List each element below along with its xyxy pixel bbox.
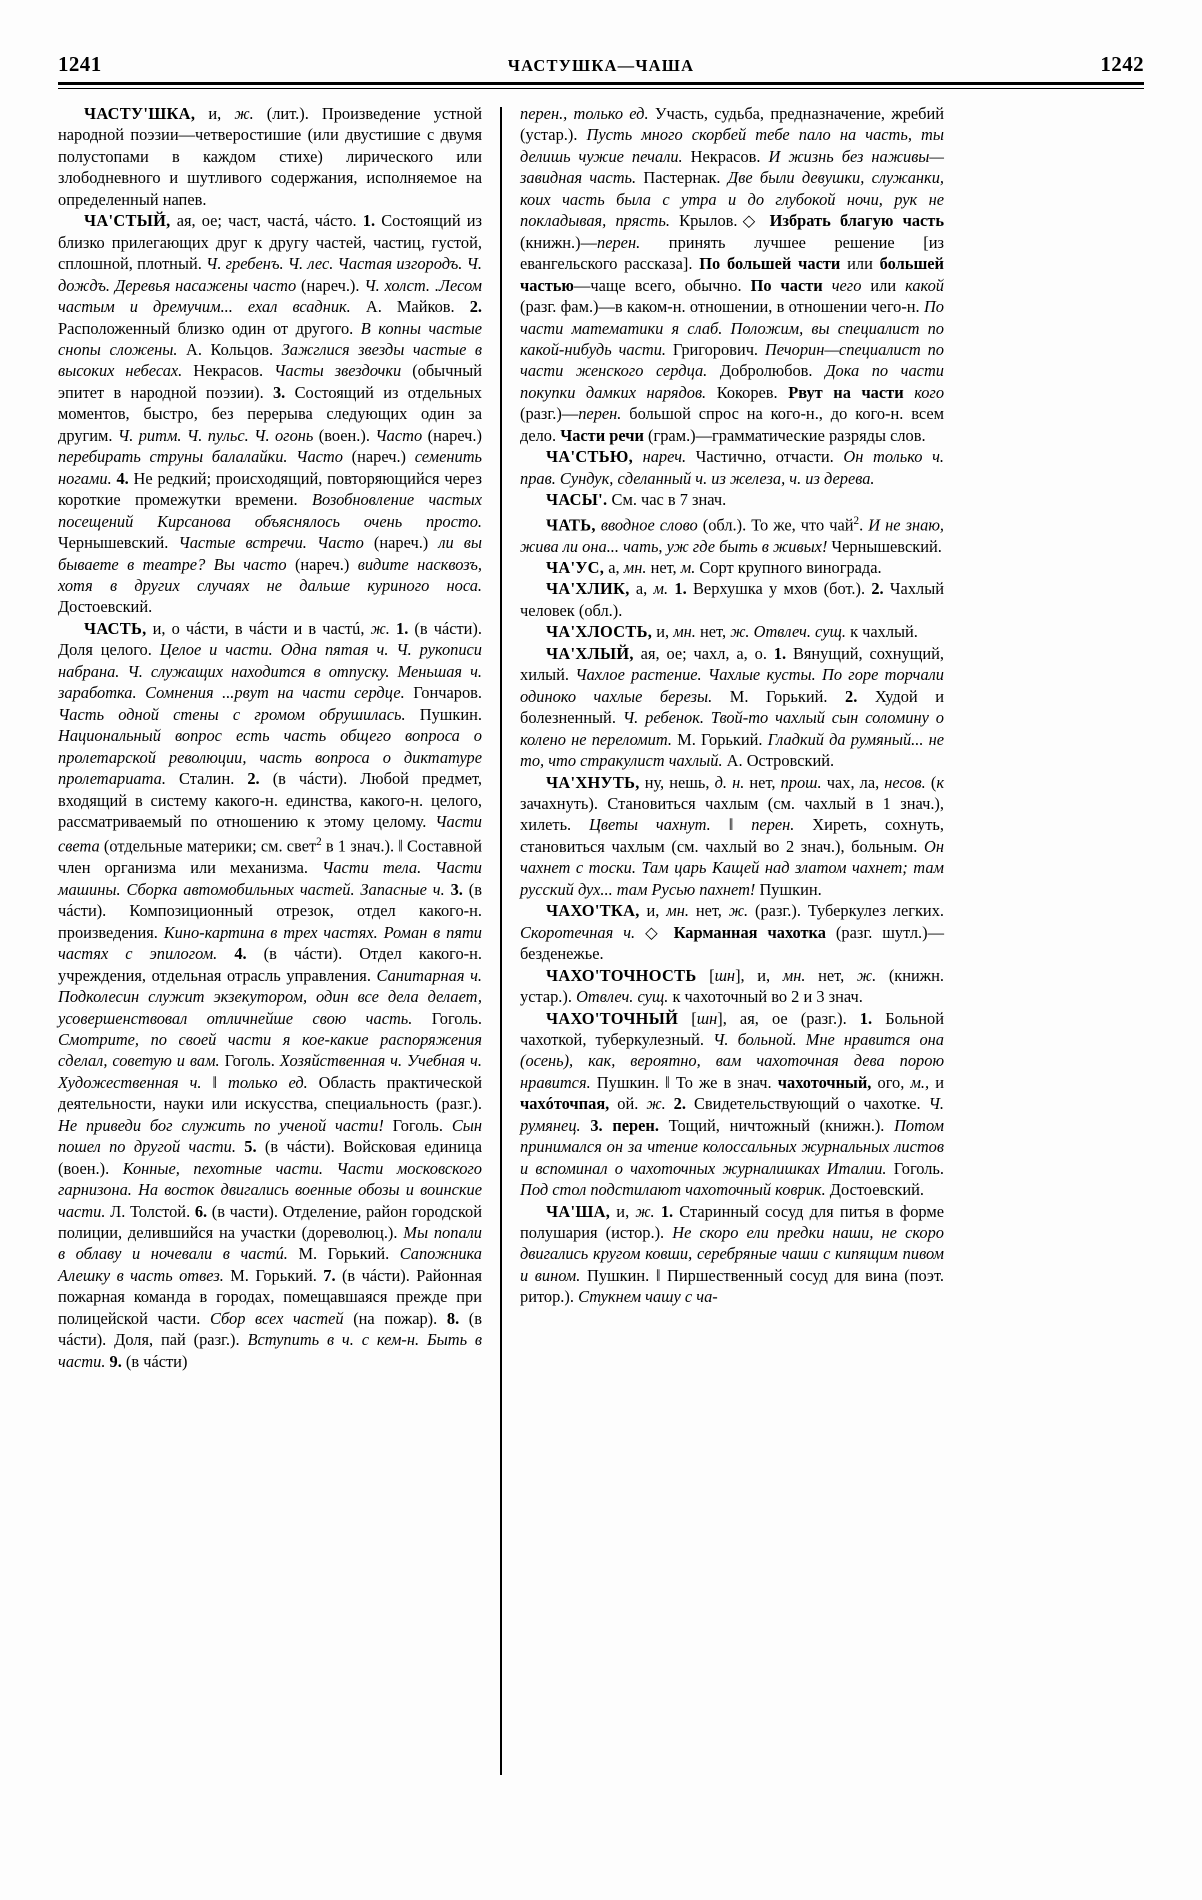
dictionary-entry: ЧА'ХНУТЬ, ну, нешь, д. н. нет, прош. чах, ла, несов. (к зачахнуть). Становиться чахлым (см. чахлый в 1 знач.), хилеть. Цветы чахнут. ǁ перен. Хиреть, сохнуть, становиться чахлым (см. чахлый во 2 знач.), больным. Он чахнет с тоски. Там царь Кащей над златом чахнет; там русский дух... там Русью пахнет! Пушкин. xyxy=(520,772,944,899)
dictionary-entry: ЧАХО'ТОЧНОСТЬ [шн], и, мн. нет, ж. (книжн. устар.). Отвлеч. сущ. к чахоточный во 2 и 3 знач. xyxy=(520,965,944,1007)
dictionary-entry: ЧАХО'ТОЧНЫЙ [шн], ая, ое (разг.). 1. Больной чахоткой, туберкулезный. Ч. больной. Мне нравится она (осень), как, вероятно, вам чахоточная дева порою нравится. Пушкин. ǁ То же в знач. чахоточный, ого, м., и чахóточпая, ой. ж. 2. Свидетельствующий о чахотке. Ч. румянец. 3. перен. Тощий, ничтожный (книжн.). Потом принимался он за чтение колоссальных журнальных листов и вспоминал о чахоточных журналишках Италии. Гоголь. Под стол подстилают чахоточный коврик. Достоевский. xyxy=(520,1008,945,1200)
dictionary-entry: ЧА'СТЫЙ, ая, ое; част, частá, чáсто. 1. Состоящий из близко прилегающих друг к другу частей, частиц, густой, сплошной, плотный. Ч. гребенъ. Ч. лес. Частая изгородъ. Ч. дождъ. Деревья насажены часто (нареч.). Ч. холст. .Лесом частым и дремучим... ехал всадник. А. Майков. 2. Расположенный близко один от другого. В копны частые снопы сложены. А. Кольцов. Зажглися звезды частые в высоких небесах. Некрасов. Часты звездочки (обычный эпитет в народной поэзии). 3. Состоящий из отдельных моментов, быстро, без перерыва следующих один за другим. Ч. ритм. Ч. пульс. Ч. огонь (воен.). Часто (нареч.) перебирать струны балалайки. Часто (нареч.) семенить ногами. 4. Не редкий; происходящий, повторяющийся через короткие промежутки времени. Возобновление частых посещений Кирсанова объяснялось очень просто. Чернышевский. Частые встречи. Часто (нареч.) ли вы бываете в театре? Вы часто (нареч.) видите насквозъ, хотя в других случаях не дальше куриного носа. Достоевский. xyxy=(58,211,483,617)
dictionary-entry: ЧАХО'ТКА, и, мн. нет, ж. (разг.). Туберкулез легких. Скоротечная ч. ◇ Карманная чахотка (разг. шутл.)—безденежье. xyxy=(520,901,944,964)
folio-right: 1242 xyxy=(1100,52,1144,76)
dictionary-entry: ЧА'ХЛЫЙ, ая, ое; чахл, а, о. 1. Вянущий, сохнущий, хилый. Чахлое растение. Чахлые кусты. По горе торчали одиноко чахлые березы. М. Горький. 2. Худой и болезненный. Ч. ребенок. Твой-то чахлый сын соломину о колено не переломит. М. Горький. Гладкий да румяный... не то, что стракулист чахлый. А. Островский. xyxy=(520,643,945,771)
entry-continuation: перен., только ед. Участь, судьба, предназначение, жребий (устар.). Пусть много скорбей тебе пало на часть, ты делишь чужие печали. Некрасов. И жизнь без наживы—завидная часть. Пастернак. Две были девушки, служанки, коих часть была с утра и до глубокой ночи, рук не покладывая, прясть. Крылов.◇ Избрать благую часть (книжн.)—перен. принять лучшее решение [из евангельского рассказа]. По большей части или большей частью—чаще всего, обычно. По части чего или какой (разг. фам.)—в каком-н. отношении, в отношении чего-н. По части математики я слаб. Положим, вы специалист по какой-нибудь части. Григорович. Печорин—специалист по части женского сердца. Добролюбов. Дока по части покупки дамких нарядов. Кокорев. Рвут на части кого (разг.)—перен. большой спрос на кого-н., до кого-н. всем дело. Части речи (грам.)—грамматические разряды слов. xyxy=(520,104,945,445)
dictionary-entry: ЧАСЫ'. См. час в 7 знач. xyxy=(546,490,727,510)
dictionary-entry: ЧАТЬ, вводное слово (обл.). То же, что чай$^2$. И не знаю, жива ли она... чать, уж где быть в живых! Чернышевский. xyxy=(520,514,944,556)
dictionary-entry: ЧА'УС, а, мн. нет, м. Сорт крупного винограда. xyxy=(546,557,882,577)
running-title: ЧАСТУШКА—ЧАША xyxy=(507,56,695,75)
dictionary-entry: ЧАСТУ'ШКА, и, ж. (лит.). Произведение устной народной поэзии—четверостишие (или двустишие с двумя полустопами в каждом стихе) лирического или злободневного и шутливого содержания, исполняемое на определенный напев. xyxy=(58,104,482,209)
column-gap xyxy=(482,103,520,1819)
folio-left: 1241 xyxy=(58,52,102,76)
left-column xyxy=(58,103,482,1819)
columns-container xyxy=(58,103,1144,1819)
column-divider xyxy=(500,107,502,1775)
running-head xyxy=(58,52,1144,77)
header-rule xyxy=(58,82,1144,89)
dictionary-entry: ЧА'ХЛОСТЬ, и, мн. нет, ж. Отвлеч. сущ. к чахлый. xyxy=(546,622,918,642)
dictionary-entry: ЧАСТЬ, и, о чáсти, в чáсти и в частú, ж. 1. (в чáсти). Доля целого. Целое и части. Одна пятая ч. Ч. рукописи набрана. Ч. служащих находится в отпуску. Меньшая ч. заработка. Сомнения ...рвут на части сердце. Гончаров. Часть одной стены с громом обрушилась. Пушкин. Национальный вопрос есть часть общего вопроса о пролетарской революции, часть вопроса о диктатуре пролетариата. Сталин. 2. (в чáсти). Любой предмет, входящий в систему какого-н. единства, какого-н. целого, рассматриваемый по отношению к этому целому. Части света (отдельные материки; см. свет$^2$ в 1 знач.). ǁ Составной член организма или механизма. Части тела. Части машины. Сборка автомобильных частей. Запасные ч. 3. (в чáсти). Композиционный отрезок, отдел какого-н. произведения. Кино-картина в трех частях. Роман в пяти частях с эпилогом. 4. (в чáсти). Отдел какого-н. учреждения, отдельная отрасль управления. Санитарная ч. Подколесин служит экзекутором, один все дела делает, усовершенствовал отличнейше свою часть. Гоголь. Смотрите, по своей части я кое-какие распоряжения сделал, советую и вам. Гоголь. Хозяйственная ч. Учебная ч. Художественная ч. ǁ только ед. Область практической деятельности, науки или искусства, специальность (разг.). Не приведи бог служить по ученой части! Гоголь. Сын пошел по другой части. 5. (в чáсти). Войсковая единица (воен.). Конные, пехотные части. Части московского гарнизона. На восток двигались военные обозы и воинские части. Л. Толстой. 6. (в части). Отделение, район городской полиции, делившийся на участки (дореволюц.). Мы попали в облаву и ночевали в частú. М. Горький. Сапожника Алешку в часть отвез. М. Горький. 7. (в чáсти). Районная пожарная команда в городах, помещавшаяся прежде при полицейской части. Сбор всех частей (на пожар). 8. (в чáсти). Доля, пай (разг.). Вступить в ч. с кем-н. Быть в части. 9. (в чáсти) xyxy=(58,618,483,1371)
dictionary-entry: ЧА'ША, и, ж. 1. Старинный сосуд для питья в форме полушария (истор.). Не скоро ели предки наши, не скоро двигались кругом ковши, серебряные чаши с кипящим пивом и вином. Пушкин. ǁ Пиршественный сосуд для вина (поэт. ритор.). Стукнем чашу с ча- xyxy=(520,1201,944,1307)
dictionary-entry: ЧА'ХЛИК, а, м. 1. Верхушка у мхов (бот.). 2. Чахлый человек (обл.). xyxy=(520,579,944,620)
right-column xyxy=(520,103,944,1819)
dictionary-entry: ЧА'СТЬЮ, нареч. Частично, отчасти. Он только ч. прав. Сундук, сделанный ч. из железа, ч. из дерева. xyxy=(520,447,944,488)
